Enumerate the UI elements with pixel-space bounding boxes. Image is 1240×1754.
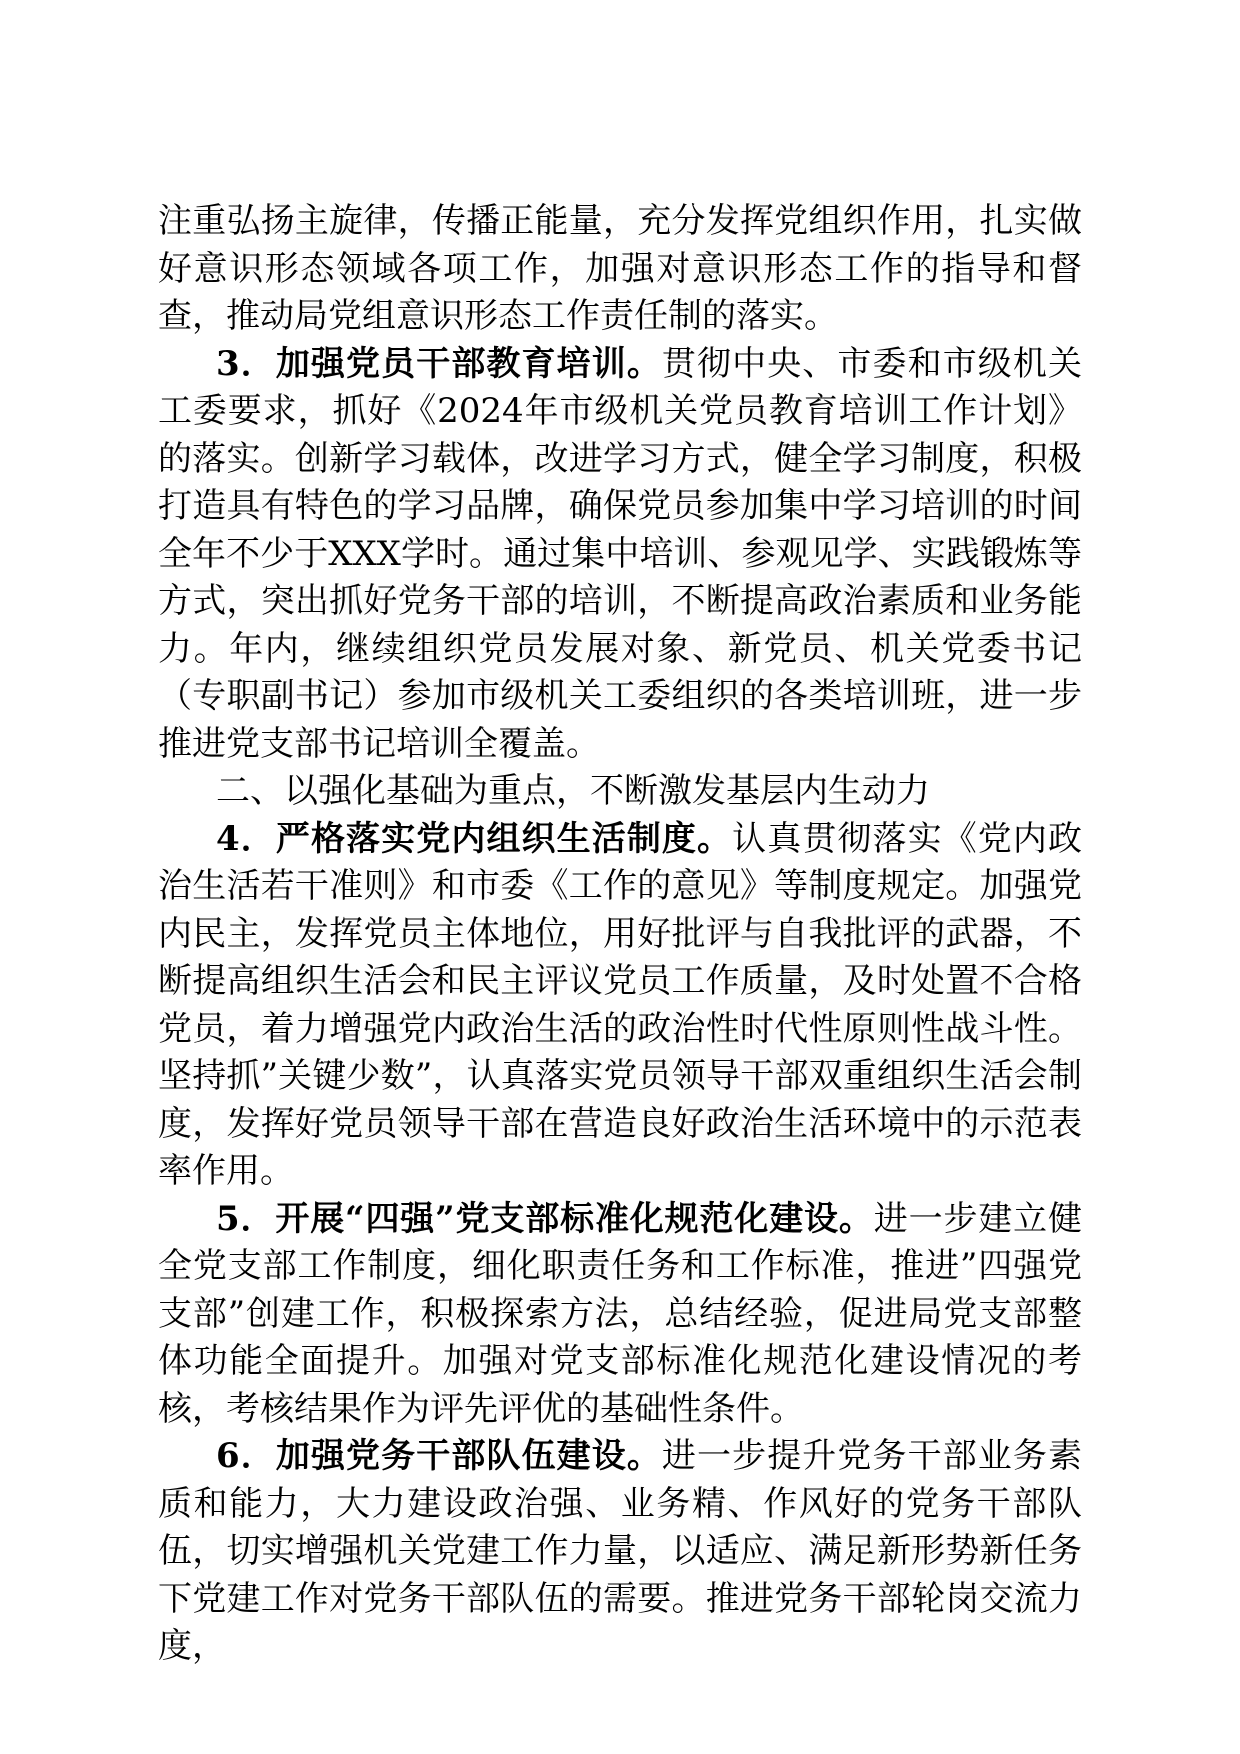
- paragraph-continuation: [158, 198, 1082, 341]
- paragraph-lead: 3．加强党员干部教育培训。: [216, 343, 662, 384]
- paragraph-text: 进一步建立健全党支部工作制度，细化职责任务和工作标准，推进”四强党支部”创建工作，积极探索方法，总结经验，促进局党支部整体功能全面提升。加强对党支部标准化规范化建设情况的考核，考核结果作为评先评优的基础性条件。: [158, 1198, 1082, 1429]
- paragraph-item-5: [158, 1196, 1082, 1434]
- paragraph-text: 贯彻中央、市委和市级机关工委要求，抓好《2024年市级机关党员教育培训工作计划》的落实。创新学习载体，改进学习方式，健全学习制度，积极打造具有特色的学习品牌，确保党员参加集中学习培训的时间全年不少于XXX学时。通过集中培训、参观见学、实践锻炼等方式，突出抓好党务干部的培训，不断提高政治素质和业务能力。年内，继续组织党员发展对象、新党员、机关党委书记（专职副书记）参加市级机关工委组织的各类培训班，进一步推进党支部书记培训全覆盖。: [158, 343, 1082, 764]
- paragraph-item-3: [158, 341, 1082, 769]
- paragraph-lead: 5．开展“四强”党支部标准化规范化建设。: [216, 1198, 874, 1239]
- paragraph-text: 进一步提升党务干部业务素质和能力，大力建设政治强、业务精、作风好的党务干部队伍，切实增强机关党建工作力量，以适应、满足新形势新任务下党建工作对党务干部队伍的需要。推进党务干部轮岗交流力度，: [158, 1436, 1082, 1666]
- paragraph-text: 注重弘扬主旋律，传播正能量，充分发挥党组织作用，扎实做好意识形态领域各项工作，加强对意识形态工作的指导和督查，推动局党组意识形态工作责任制的落实。: [158, 201, 1082, 336]
- paragraph-item-6: [158, 1433, 1082, 1671]
- section-heading-text: 二、以强化基础为重点，不断激发基层内生动力: [216, 771, 930, 811]
- paragraph-item-4: [158, 816, 1082, 1196]
- paragraph-text: 认真贯彻落实《党内政治生活若干准则》和市委《工作的意见》等制度规定。加强党内民主，发挥党员主体地位，用好批评与自我批评的武器，不断提高组织生活会和民主评议党员工作质量，及时处置不合格党员，着力增强党内政治生活的政治性时代性原则性战斗性。坚持抓”关键少数”，认真落实党员领导干部双重组织生活会制度，发挥好党员领导干部在营造良好政治生活环境中的示范表率作用。: [158, 818, 1083, 1191]
- paragraph-lead: 6．加强党务干部队伍建设。: [216, 1436, 662, 1476]
- section-heading: [158, 768, 1082, 816]
- paragraph-lead: 4．严格落实党内组织生活制度。: [216, 818, 733, 859]
- document-body: [158, 198, 1082, 1671]
